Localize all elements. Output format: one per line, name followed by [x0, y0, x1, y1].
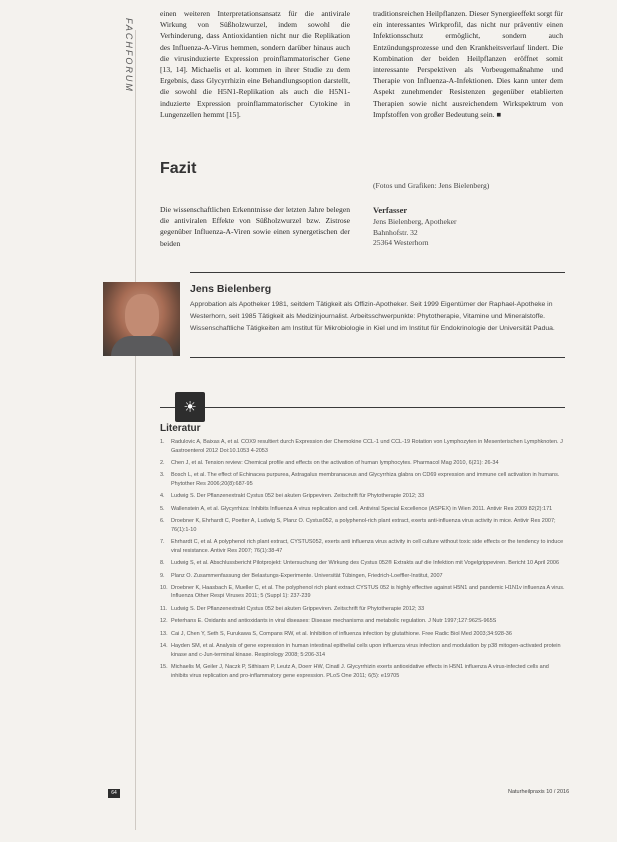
reference-number: 10.	[160, 584, 168, 591]
reference-item	[160, 505, 565, 514]
reference-item	[160, 584, 565, 601]
reference-text: Chen J, et al. Tension review: Chemical profile and effects on the activation of human lymphocytes. Pharmacol Mag 2010, 6(21): 26-34	[171, 459, 499, 466]
page-footer: Naturheilpraxis 10 / 2016	[508, 789, 570, 795]
reference-text: Ludwig S. Der Pflanzenextrakt Cystus 052 bei akuten Grippeviren. Zeitschrift für Phytotherapie 2012; 33	[171, 605, 425, 612]
reference-number: 4.	[160, 493, 165, 500]
reference-item	[160, 459, 565, 468]
reference-number: 8.	[160, 560, 165, 567]
fazit-paragraph: Die wissenschaftlichen Erkenntnisse der letzten Jahre belegen die antiviralen Effekte von Süßholzwurzel bzw. Zistrose gegenüber Influenza-A-Viren sowie einen synergetischen der beiden	[160, 205, 350, 248]
author-face	[125, 294, 159, 338]
reference-item	[160, 572, 565, 581]
reference-item	[160, 538, 565, 555]
reference-number: 3.	[160, 472, 165, 479]
literature-heading: Literatur	[160, 423, 201, 434]
reference-number: 14.	[160, 643, 168, 650]
left-column-paragraph: einen weiteren Interpretationsansatz für die antivirale Wirkung von Süßholzwurzel, indem sowohl die Verhinderung, dass Antioxidantien nicht nur die Replikation des Influenza-A-Virus hemmen, sondern darüber hinaus auch die virusinduzierte Expression proinflammatorischer Gene [13, 14]. Michaelis et al. kommen in ihrer Studie zu dem Ergebnis, dass Glycyrrhizin eine Behandlungsoption darstellt, die sowohl die H5N1-Replikation als auch die H5N1-induzierte Expression proinflammatorischer Cytokine in Lungenzellen hemmt [15].	[160, 9, 350, 119]
right-column-text	[373, 8, 563, 120]
left-column-text	[160, 8, 350, 120]
author-box-address	[373, 217, 457, 249]
reference-item	[160, 559, 565, 568]
reference-text: Hayden SM, et al. Analysis of gene expression in human intestinal epithelial cells upon influenza virus infection and modulation by p38 mitogen-activated protein kinase and c-Jun-terminal kinase. Respirology 2008; 5:206-314	[171, 643, 561, 658]
literature-rule	[160, 407, 565, 408]
reference-text: Planz O. Zusammenfassung der Belastungs-Experimente. Universität Tübingen, Friedrich-Loeffler-Institut, 2007	[171, 572, 443, 579]
reference-text: Droebner K, Haasbach E, Mueller C, et al. The polyphenol rich plant extract CYSTUS 052 is highly effective against H5N1 and pandemic H1N1v influenza A virus. Influenza Other Respi Viruses 2011; 5 (Suppl 1): 237-239	[171, 584, 565, 600]
reference-item	[160, 630, 565, 639]
reference-number: 9.	[160, 572, 165, 579]
reference-text: Ehrhardt C, et al. A polyphenol rich plant extract, CYSTUS052, exerts anti influenza virus activity in cell culture without toxic side effects or the tendency to induce viral resistance. Antivir Res 2007; 76(1):38-47	[171, 539, 564, 554]
author-photo	[103, 282, 180, 356]
author-box-heading: Verfasser	[373, 205, 408, 215]
reference-number: 1.	[160, 439, 165, 445]
reference-text: Ludwig S. Der Pflanzenextrakt Cystus 052 bei akuten Grippeviren. Zeitschrift für Phytotherapie 2012; 33	[171, 493, 425, 500]
reference-number: 15.	[160, 664, 168, 671]
reference-item	[160, 617, 565, 626]
author-bio-text: Approbation als Apotheker 1981, seitdem Tätigkeit als Offizin-Apotheker. Seit 1999 Eigentümer der Raphael-Apotheke in Westerhorn, seit 1985 Tätigkeit als Medizinjournalist. Arbeitsschwerpunkte: Phytotherapie, Vitamine und Mineralstoffe. Wissenschaftliche Tätigkeiten am Institut für Mikrobiologie in Kiel und im Institut für Endokrinologie der Universität Padua.	[190, 301, 555, 332]
reference-item	[160, 642, 565, 659]
reference-number: 12.	[160, 618, 168, 625]
reference-text: Michaelis M, Geiler J, Naczk P, Sithisarn P, Leutz A, Doerr HW, Cinatl J. Glycyrrhizin exerts antioxidative effects in H5N1 influenza A virus-infected cells and inhibits virus replication and pro-inflammatory gene expression. PLoS One 2011; 6(5): e19705	[171, 664, 549, 679]
reference-item	[160, 517, 565, 534]
reference-item	[160, 471, 565, 488]
reference-text: Ludwig S, et al. Abschlussbericht Pilotprojekt: Untersuchung der Wirkung des Cystus 052® Extrakts auf die Infektion mit Vogelgrippeviren. Bericht 10 April 2006	[171, 560, 560, 567]
reference-item	[160, 663, 565, 680]
reference-number: 13.	[160, 630, 168, 637]
reference-number: 6.	[160, 518, 165, 525]
reference-list	[160, 438, 565, 684]
glasses-icon: ☀	[175, 392, 205, 422]
reference-number: 5.	[160, 505, 165, 512]
fazit-heading: Fazit	[160, 160, 197, 177]
reference-text: Cai J, Chen Y, Seth S, Furukawa S, Compans RW, et al. Inhibition of influenza infection by glutathione. Free Radic Biol Med 2003;34:928-36	[171, 630, 512, 637]
fazit-text	[160, 204, 350, 249]
author-box-line: Jens Bielenberg, Apotheker	[373, 217, 457, 226]
author-name: Jens Bielenberg	[190, 283, 272, 295]
reference-text: Bosch L, et al. The effect of Echinacea purpurea, Astragalus membranaceus and Glycyrrhiza glabra on CD69 expression and immune cell activation in humans. Phytother Res 2006;20(8):687-95	[171, 472, 560, 487]
section-label: FACHFORUM	[124, 18, 134, 93]
author-shirt	[111, 336, 173, 356]
reference-number: 11.	[160, 605, 168, 612]
reference-text: Radulovic A, Baixas A, et al. COX9 resultiert durch Expression der Chemokine CCL-1 und CCL-19 Rotation von Lymphozyten in Mesenterischen Lymphknoten. J Gastroenterol 2012 Doi:10.1053 4-2053	[171, 439, 563, 454]
reference-number: 2.	[160, 459, 165, 466]
reference-text: Droebner K, Ehrhardt C, Poetter A, Ludwig S, Planz O. Cystus052, a polyphenol-rich plant extract, exerts anti-influenza virus activity in mice. Antivir Res 2007; 76(1):1-10	[171, 518, 556, 533]
bio-top-rule	[190, 272, 565, 273]
sidebar-rule	[95, 30, 136, 830]
reference-item	[160, 438, 565, 455]
author-box-line: Bahnhofstr. 32	[373, 227, 418, 237]
page-number: 64	[108, 789, 120, 798]
right-column-paragraph: traditionsreichen Heilpflanzen. Dieser Synergieeffekt sorgt für ein interessantes Wirkprofil, das nicht nur präventiv einen Infektionsschutz ermöglicht, sondern auch Entzündungsprozesse und den Krankheitsverlauf lindert. Die Kombination der beiden Heilpflanzen eröffnet somit interessante Perspektiven als Vorbeugemaßnahme und Therapie von Influenza-A-Infektionen. Dies kann unter dem Aspekt zunehmender Resistenzen gegenüber etablierten Therapien sowie nicht ausreichendem Wirkspektrum von Impfstoffen von großer Bedeutung sein. ■	[373, 9, 563, 119]
reference-text: Wallenstein A, et al. Glycyrrhiza: Inhibits Influenza A virus replication and cell. Antiviral Special Excellence (ASPEX) in Wien 2011. Antivir Res 2009 82(2):171	[171, 505, 553, 512]
reference-item	[160, 492, 565, 501]
bio-bottom-rule	[190, 357, 565, 358]
reference-text: Peterhans E. Oxidants and antioxidants in viral diseases: Disease mechanisms and metabolic regulation. J Nutr 1997;127:962S-965S	[171, 618, 497, 625]
reference-number: 7.	[160, 539, 165, 546]
author-box-line: 25364 Westerhorn	[373, 238, 429, 247]
photo-credit: (Fotos und Grafiken: Jens Bielenberg)	[373, 181, 490, 190]
reference-item	[160, 605, 565, 614]
